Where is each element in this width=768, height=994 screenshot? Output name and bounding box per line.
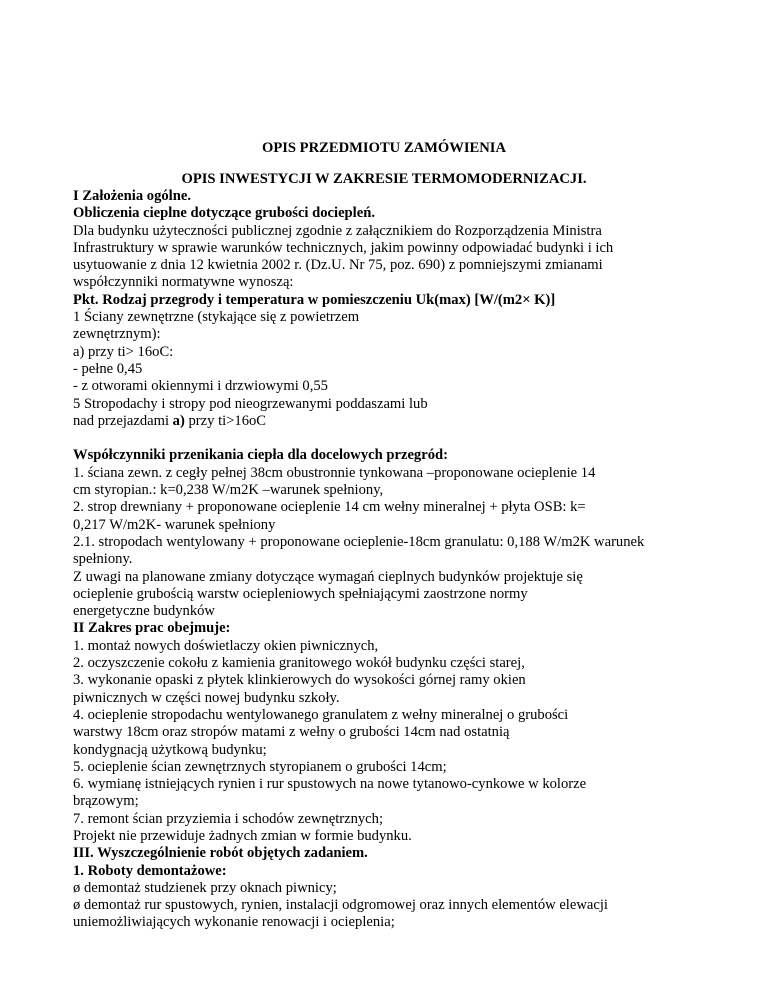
scope-line: 1. montaż nowych doświetlaczy okien piwnicznych, [73,637,379,654]
document-body [73,188,723,932]
demolition-line: ø demontaż studzienek przy oknach piwnicy; [73,879,337,896]
section-heading-coefficients: Współczynniki przenikania ciepła dla docelowych przegród: [73,447,448,464]
scope-line: brązowym; [73,793,139,810]
scope-line: warstwy 18cm oraz stropów matami z wełny o grubości 14cm nad ostatnią [73,724,510,741]
table-row: 5 Stropodachy i stropy pod nieogrzewanymi poddaszami lub [73,395,428,412]
coefficient-line: cm styropian.: k=0,238 W/m2K –warunek spełniony, [73,482,384,499]
section-heading-assumptions: I Założenia ogólne. [73,188,191,204]
scope-line: 3. wykonanie opaski z płytek klinkierowych do wysokości górnej ramy okien [73,672,526,689]
paragraph-line: usytuowanie z dnia 12 kwietnia 2002 r. (Dz.U. Nr 75, poz. 690) z pomniejszymi zmianami [73,257,603,274]
document-subtitle: OPIS INWESTYCJI W ZAKRESIE TERMOMODERNIZACJI. [181,171,587,187]
section-heading-works: III. Wyszczególnienie robót objętych zadaniem. [73,845,368,862]
table-row-bold: a) [172,412,185,429]
table-row: - pełne 0,45 [73,360,143,377]
scope-line: 2. oczyszczenie cokołu z kamienia granitowego wokół budynku części starej, [73,655,525,672]
document-title: OPIS PRZEDMIOTU ZAMÓWIENIA [261,140,507,156]
coefficient-line: spełniony. [73,551,133,568]
section-subheading-demolition: 1. Roboty demontażowe: [73,862,227,879]
section-heading-scope: II Zakres prac obejmuje: [73,620,231,637]
coefficient-line: 2.1. stropodach wentylowany + proponowane ocieplenie-18cm granulatu: 0,188 W/m2K warunek [73,533,645,550]
coefficient-line: ocieplenie grubością warstw ociepleniowych spełniającymi zaostrzone normy [73,585,528,602]
paragraph-line: współczynniki normatywne wynoszą: [73,274,294,291]
table-header [73,292,723,309]
coefficient-line: Z uwagi na planowane zmiany dotyczące wymagań cieplnych budynków projektuje się [73,568,583,585]
scope-line: 5. ocieplenie ścian zewnętrznych styropianem o grubości 14cm; [73,758,447,775]
blank-line [73,430,723,447]
paragraph-line: Dla budynku użyteczności publicznej zgodnie z załącznikiem do Rozporządzenia Ministra [73,222,602,239]
table-row [73,413,723,430]
table-header-pkt: Pkt [73,291,95,308]
coefficient-line: 2. strop drewniany + proponowane ocieplenie 14 cm wełny mineralnej + płyta OSB: k= [73,499,586,516]
demolition-line: uniemożliwiających wykonanie renowacji i ocieplenia; [73,914,395,931]
coefficient-line: 0,217 W/m2K- warunek spełniony [73,516,276,533]
coefficient-line: energetyczne budynków [73,603,215,620]
table-row: zewnętrznym): [73,326,161,343]
table-row: - z otworami okiennymi i drzwiowymi 0,55 [73,378,328,395]
table-header-rest: . Rodzaj przegrody i temperatura w pomieszczeniu Uk(max) [W/(m2× K)] [94,291,556,308]
table-row-pre: nad przejazdami [73,412,173,429]
scope-line: 4. ocieplenie stropodachu wentylowanego granulatem z wełny mineralnej o grubości [73,706,569,723]
coefficient-line: 1. ściana zewn. z cegły pełnej 38cm obustronnie tynkowana –proponowane ocieplenie 14 [73,464,596,481]
table-row: a) przy ti> 16oC: [73,343,174,360]
scope-line: Projekt nie przewiduje żadnych zmian w formie budynku. [73,827,412,844]
paragraph-line: Infrastruktury w sprawie warunków technicznych, jakim powinny odpowiadać budynki i ich [73,239,614,256]
scope-line: 6. wymianę istniejących rynien i rur spustowych na nowe tytanowo-cynkowe w kolorze [73,776,587,793]
scope-line: 7. remont ścian przyziemia i schodów zewnętrznych; [73,810,384,827]
table-row-post: przy ti>16oC [184,412,267,429]
section-subheading-calculations: Obliczenia cieplne dotyczące grubości dociepleń. [73,205,375,222]
demolition-line: ø demontaż rur spustowych, rynien, instalacji odgromowej oraz innych elementów elewacji [73,897,608,914]
table-row: 1 Ściany zewnętrzne (stykające się z powietrzem [73,309,360,326]
scope-line: kondygnacją użytkową budynku; [73,741,267,758]
scope-line: piwnicznych w części nowej budynku szkoły. [73,689,340,706]
